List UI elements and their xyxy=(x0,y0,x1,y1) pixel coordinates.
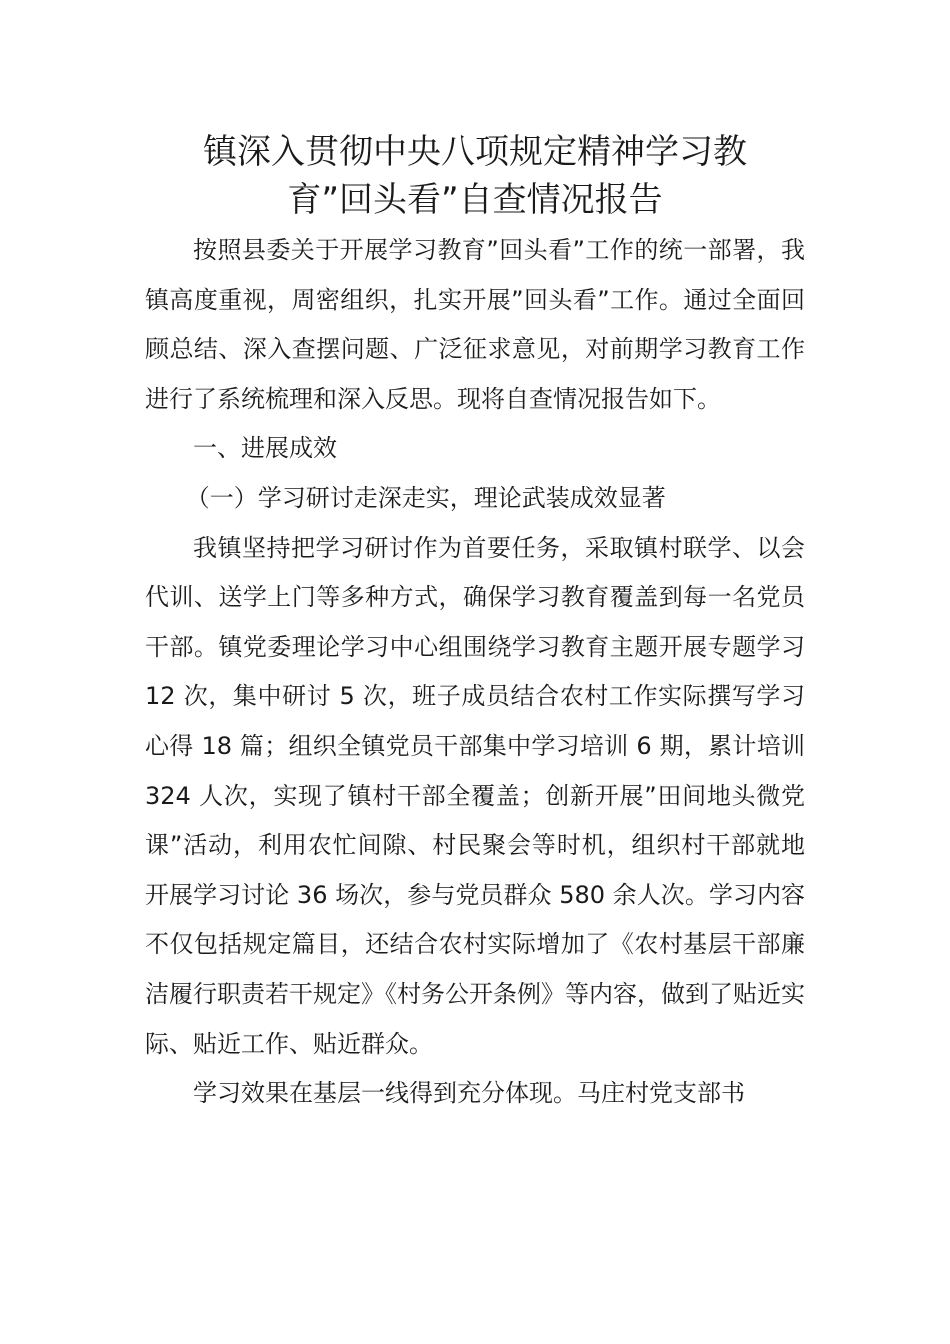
section-heading: 一、进展成效 xyxy=(193,434,337,463)
subsection-heading: （一）学习研讨走深走实，理论武装成效显著 xyxy=(185,483,666,512)
document-title xyxy=(145,128,805,224)
title-line-2: 育”回头看”自查情况报告 xyxy=(287,180,663,220)
document-body xyxy=(145,226,805,1119)
body-paragraph: 我镇坚持把学习研讨作为首要任务，采取镇村联学、以会代训、送学上门等多种方式，确保学习教育覆盖到每一名党员干部。镇党委理论学习中心组围绕学习教育主题开展专题学习 12 次，集中研讨 5 次，班子成员结合农村工作实际撰写学习心得 18 篇；组织全镇党员干部集中学习培训 6 期，累计培训 324 人次，实现了镇村干部全覆盖；创新开展”田间地头微党课”活动，利用农忙间隙、村民聚会等时机，组织村干部就地开展学习讨论 36 场次，参与党员群众 580 余人次。学习内容不仅包括规定篇目，还结合农村实际增加了《农村基层干部廉洁履行职责若干规定》《村务公开条例》等内容，做到了贴近实际、贴近工作、贴近群众。 xyxy=(145,533,805,1058)
body-paragraph-continued: 学习效果在基层一线得到充分体现。马庄村党支部书 xyxy=(193,1079,745,1108)
title-line-1: 镇深入贯彻中央八项规定精神学习教 xyxy=(203,132,747,172)
intro-paragraph: 按照县委关于开展学习教育”回头看”工作的统一部署，我镇高度重视，周密组织，扎实开展”回头看”工作。通过全面回顾总结、深入查摆问题、广泛征求意见，对前期学习教育工作进行了系统梳理和深入反思。现将自查情况报告如下。 xyxy=(145,236,805,413)
